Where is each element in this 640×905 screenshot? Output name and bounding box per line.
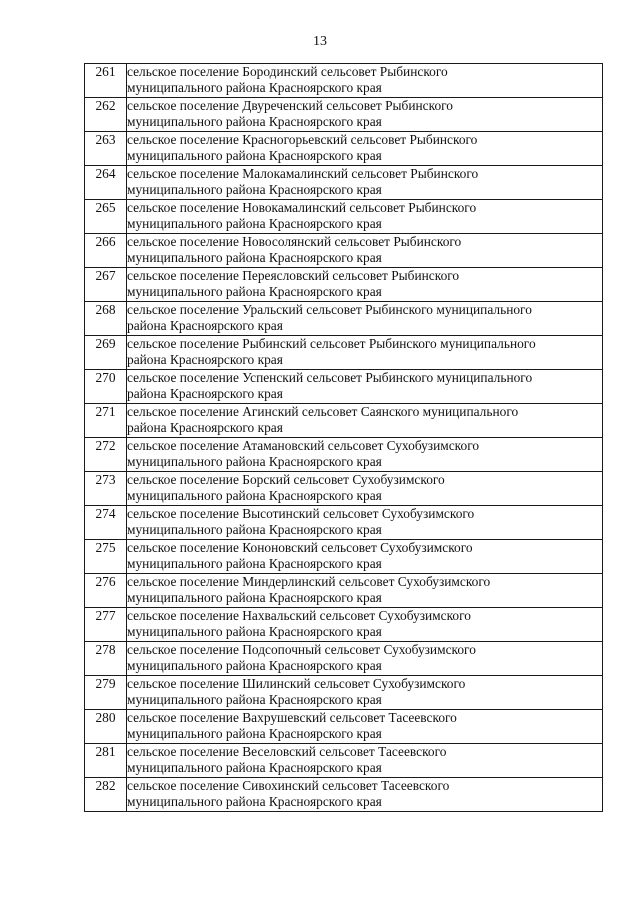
row-number: 280 — [85, 710, 127, 744]
settlement-name: сельское поселение Новокамалинский сельсовет Рыбинского муниципального района Красноярского края — [127, 200, 603, 234]
settlement-name: сельское поселение Успенский сельсовет Рыбинского муниципального района Красноярского края — [127, 370, 603, 404]
settlement-name: сельское поселение Кононовский сельсовет Сухобузимского муниципального района Красноярского края — [127, 540, 603, 574]
row-number: 270 — [85, 370, 127, 404]
row-number: 268 — [85, 302, 127, 336]
table-row — [85, 132, 603, 166]
row-number: 279 — [85, 676, 127, 710]
table-body — [85, 64, 603, 812]
settlement-name: сельское поселение Нахвальский сельсовет Сухобузимского муниципального района Красноярского края — [127, 608, 603, 642]
row-number: 282 — [85, 778, 127, 812]
row-number: 271 — [85, 404, 127, 438]
row-number: 267 — [85, 268, 127, 302]
settlement-name: сельское поселение Сивохинский сельсовет Тасеевского муниципального района Красноярского края — [127, 778, 603, 812]
settlement-name: сельское поселение Новосолянский сельсовет Рыбинского муниципального района Красноярского края — [127, 234, 603, 268]
table-row — [85, 64, 603, 98]
settlement-name: сельское поселение Красногорьевский сельсовет Рыбинского муниципального района Красноярского края — [127, 132, 603, 166]
settlement-name: сельское поселение Высотинский сельсовет Сухобузимского муниципального района Красноярского края — [127, 506, 603, 540]
settlement-name: сельское поселение Малокамалинский сельсовет Рыбинского муниципального района Красноярского края — [127, 166, 603, 200]
row-number: 262 — [85, 98, 127, 132]
table-row — [85, 166, 603, 200]
row-number: 277 — [85, 608, 127, 642]
table-row — [85, 540, 603, 574]
table-row — [85, 744, 603, 778]
settlement-name: сельское поселение Бородинский сельсовет Рыбинского муниципального района Красноярского края — [127, 64, 603, 98]
settlement-name: сельское поселение Борский сельсовет Сухобузимского муниципального района Красноярского края — [127, 472, 603, 506]
row-number: 273 — [85, 472, 127, 506]
table-row — [85, 302, 603, 336]
row-number: 266 — [85, 234, 127, 268]
row-number: 272 — [85, 438, 127, 472]
row-number: 264 — [85, 166, 127, 200]
row-number: 278 — [85, 642, 127, 676]
table-row — [85, 676, 603, 710]
table-row — [85, 608, 603, 642]
row-number: 274 — [85, 506, 127, 540]
settlement-name: сельское поселение Рыбинский сельсовет Рыбинского муниципального района Красноярского края — [127, 336, 603, 370]
table-row — [85, 404, 603, 438]
table-row — [85, 370, 603, 404]
settlement-name: сельское поселение Подсопочный сельсовет Сухобузимского муниципального района Красноярского края — [127, 642, 603, 676]
settlement-name: сельское поселение Миндерлинский сельсовет Сухобузимского муниципального района Красноярского края — [127, 574, 603, 608]
table-row — [85, 268, 603, 302]
table-row — [85, 472, 603, 506]
settlement-name: сельское поселение Атамановский сельсовет Сухобузимского муниципального района Красноярского края — [127, 438, 603, 472]
table-row — [85, 642, 603, 676]
settlement-name: сельское поселение Шилинский сельсовет Сухобузимского муниципального района Красноярского края — [127, 676, 603, 710]
settlement-name: сельское поселение Двуреченский сельсовет Рыбинского муниципального района Красноярского края — [127, 98, 603, 132]
row-number: 265 — [85, 200, 127, 234]
table-row — [85, 336, 603, 370]
row-number: 275 — [85, 540, 127, 574]
table-row — [85, 438, 603, 472]
table-row — [85, 710, 603, 744]
row-number: 269 — [85, 336, 127, 370]
table-row — [85, 234, 603, 268]
table-row — [85, 506, 603, 540]
table-row — [85, 574, 603, 608]
settlement-name: сельское поселение Веселовский сельсовет Тасеевского муниципального района Красноярского края — [127, 744, 603, 778]
settlement-name: сельское поселение Уральский сельсовет Рыбинского муниципального района Красноярского края — [127, 302, 603, 336]
row-number: 261 — [85, 64, 127, 98]
settlement-name: сельское поселение Агинский сельсовет Саянского муниципального района Красноярского края — [127, 404, 603, 438]
row-number: 263 — [85, 132, 127, 166]
municipalities-table — [84, 63, 603, 812]
table-row — [85, 98, 603, 132]
settlement-name: сельское поселение Переясловский сельсовет Рыбинского муниципального района Красноярского края — [127, 268, 603, 302]
table-row — [85, 778, 603, 812]
row-number: 276 — [85, 574, 127, 608]
settlement-name: сельское поселение Вахрушевский сельсовет Тасеевского муниципального района Красноярского края — [127, 710, 603, 744]
page-number: 13 — [313, 34, 327, 49]
table-row — [85, 200, 603, 234]
row-number: 281 — [85, 744, 127, 778]
